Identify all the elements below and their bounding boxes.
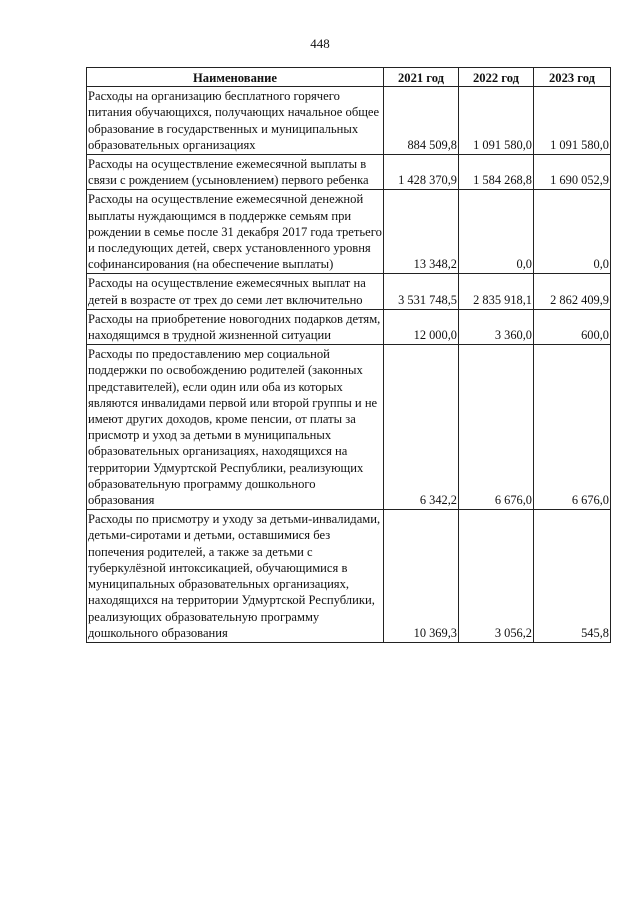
row-value-2023: 545,8 bbox=[534, 510, 611, 643]
header-2022: 2022 год bbox=[459, 68, 534, 87]
row-value-2022: 0,0 bbox=[459, 190, 534, 274]
row-value-2022: 6 676,0 bbox=[459, 345, 534, 510]
header-name: Наименование bbox=[87, 68, 384, 87]
row-name: Расходы на приобретение новогодних подарков детям, находящимся в трудной жизненной ситуации bbox=[87, 309, 384, 344]
row-value-2021: 13 348,2 bbox=[384, 190, 459, 274]
row-value-2023: 2 862 409,9 bbox=[534, 274, 611, 309]
table-row bbox=[87, 155, 611, 190]
table-row bbox=[87, 190, 611, 274]
row-value-2023: 0,0 bbox=[534, 190, 611, 274]
row-value-2021: 12 000,0 bbox=[384, 309, 459, 344]
page-number: 448 bbox=[310, 36, 330, 51]
table-row bbox=[87, 274, 611, 309]
row-value-2021: 1 428 370,9 bbox=[384, 155, 459, 190]
row-value-2023: 1 091 580,0 bbox=[534, 87, 611, 155]
table-row bbox=[87, 510, 611, 643]
row-value-2022: 3 360,0 bbox=[459, 309, 534, 344]
row-value-2021: 3 531 748,5 bbox=[384, 274, 459, 309]
header-2023: 2023 год bbox=[534, 68, 611, 87]
row-value-2021: 884 509,8 bbox=[384, 87, 459, 155]
table-header-row bbox=[87, 68, 611, 87]
row-value-2023: 1 690 052,9 bbox=[534, 155, 611, 190]
row-value-2022: 2 835 918,1 bbox=[459, 274, 534, 309]
row-value-2023: 6 676,0 bbox=[534, 345, 611, 510]
row-value-2023: 600,0 bbox=[534, 309, 611, 344]
table-row bbox=[87, 87, 611, 155]
row-value-2021: 6 342,2 bbox=[384, 345, 459, 510]
row-value-2022: 3 056,2 bbox=[459, 510, 534, 643]
row-value-2022: 1 584 268,8 bbox=[459, 155, 534, 190]
budget-table bbox=[86, 67, 611, 643]
table-row bbox=[87, 345, 611, 510]
row-name: Расходы по предоставлению мер социальной поддержки по освобождению родителей (законных представителей), если один или оба из которых являются инвалидами первой или второй группы и не имеют других доходов, кроме пенсии, от платы за присмотр и уход за детьми в муниципальных образовательных организациях, находящихся на территории Удмуртской Республики, реализующих образовательную программу дошкольного образования bbox=[87, 345, 384, 510]
row-value-2022: 1 091 580,0 bbox=[459, 87, 534, 155]
row-name: Расходы на осуществление ежемесячных выплат на детей в возрасте от трех до семи лет включительно bbox=[87, 274, 384, 309]
table-row bbox=[87, 309, 611, 344]
row-name: Расходы на осуществление ежемесячной денежной выплаты нуждающимся в поддержке семьям при рождении в семье после 31 декабря 2017 года третьего и последующих детей, сверх установленного уровня софинансирования (на обеспечение выплаты) bbox=[87, 190, 384, 274]
row-name: Расходы по присмотру и уходу за детьми-инвалидами, детьми-сиротами и детьми, оставшимися без попечения родителей, а также за детьми с туберкулёзной интоксикацией, обучающимися в муниципальных образовательных организациях, находящихся на территории Удмуртской Республики, реализующих образовательную программу дошкольного образования bbox=[87, 510, 384, 643]
header-2021: 2021 год bbox=[384, 68, 459, 87]
row-name: Расходы на организацию бесплатного горячего питания обучающихся, получающих начальное общее образование в государственных и муниципальных образовательных организациях bbox=[87, 87, 384, 155]
row-name: Расходы на осуществление ежемесячной выплаты в связи с рождением (усыновлением) первого ребенка bbox=[87, 155, 384, 190]
row-value-2021: 10 369,3 bbox=[384, 510, 459, 643]
